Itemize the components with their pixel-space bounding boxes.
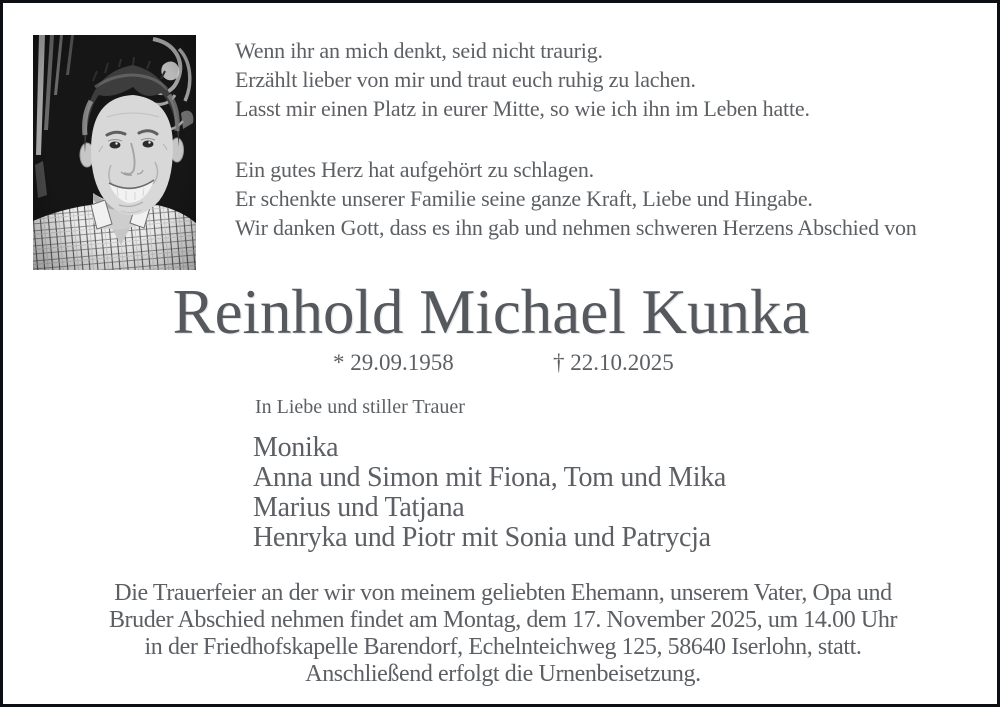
birth-date: * 29.09.1958 <box>333 350 454 375</box>
funeral-line: Anschließend erfolgt die Urnenbeisetzung. <box>305 661 701 687</box>
portrait-illustration <box>33 35 196 270</box>
verse-line: Wenn ihr an mich denkt, seid nicht traurig. <box>235 38 603 63</box>
verse-line: Erzählt lieber von mir und traut euch ruhig zu lachen. <box>235 67 696 92</box>
death-date: † 22.10.2025 <box>553 350 674 375</box>
deceased-name: Reinhold Michael Kunka <box>172 277 810 347</box>
portrait-photo <box>33 35 196 270</box>
condolence-intro: In Liebe und stiller Trauer <box>255 396 465 418</box>
mourners-list <box>253 433 726 553</box>
verse-line: Er schenkte unserer Familie seine ganze Kraft, Liebe und Hingabe. <box>235 186 813 211</box>
opening-verse <box>235 36 810 123</box>
verse-line: Lasst mir einen Platz in eurer Mitte, so wie ich ihn im Leben hatte. <box>235 96 810 121</box>
mourner-line: Marius und Tatjana <box>253 492 465 523</box>
verse-line: Wir danken Gott, dass es ihn gab und nehmen schweren Herzens Abschied von <box>235 215 917 240</box>
mourner-line: Henryka und Piotr mit Sonia und Patrycja <box>253 522 711 553</box>
funeral-line: Bruder Abschied nehmen findet am Montag, dem 17. November 2025, um 14.00 Uhr <box>108 607 898 633</box>
mourner-line: Monika <box>253 432 339 463</box>
funeral-line: in der Friedhofskapelle Barendorf, Echelnteichweg 125, 58640 Iserlohn, statt. <box>144 634 862 660</box>
funeral-info <box>3 580 1000 688</box>
mourner-line: Anna und Simon mit Fiona, Tom und Mika <box>253 462 727 493</box>
verse-line: Ein gutes Herz hat aufgehört zu schlagen. <box>235 157 594 182</box>
tribute-verse <box>235 155 917 242</box>
funeral-line: Die Trauerfeier an der wir von meinem geliebten Ehemann, unserem Vater, Opa und <box>114 580 892 606</box>
vital-dates-row <box>3 350 1000 380</box>
